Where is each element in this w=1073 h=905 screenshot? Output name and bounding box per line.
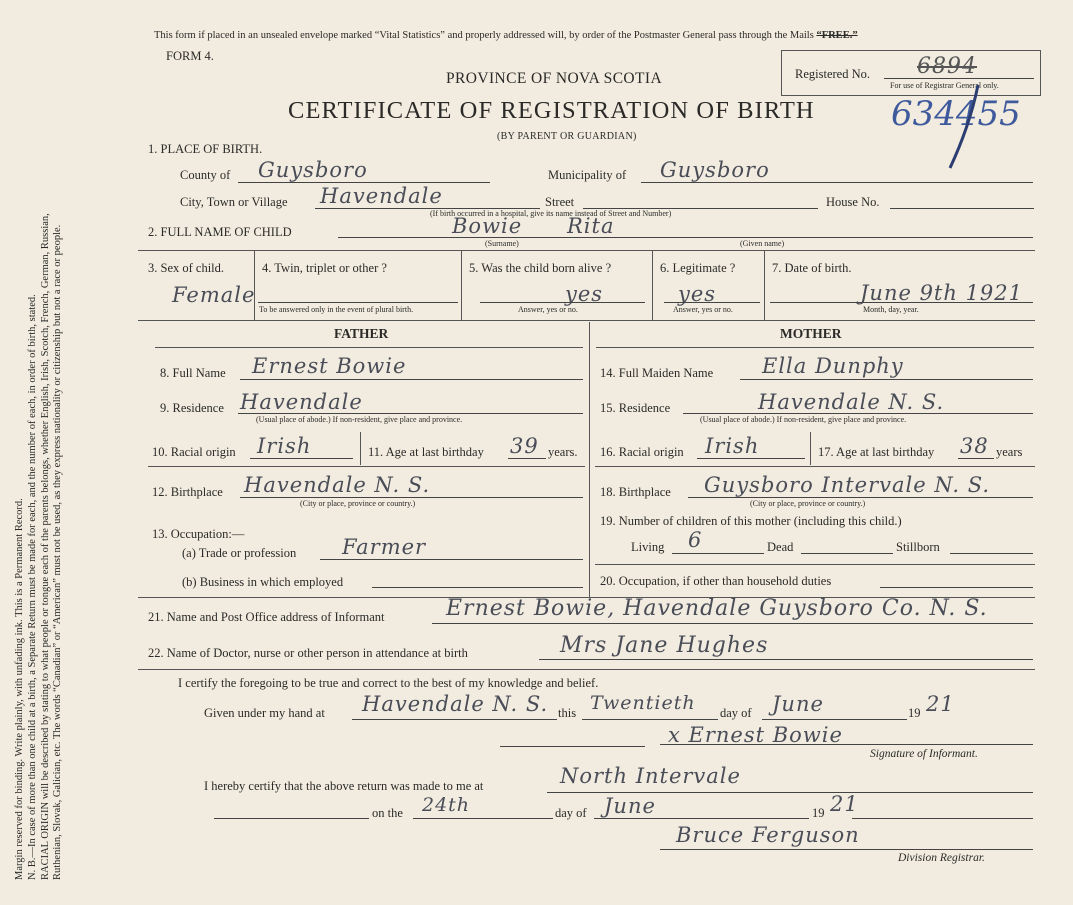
given-year: 21	[926, 692, 955, 716]
doctor-line	[539, 659, 1033, 660]
registered-label: Registered No.	[795, 67, 870, 81]
father-age-label: 11. Age at last birthday	[368, 445, 484, 459]
father-name: Ernest Bowie	[252, 354, 407, 378]
registered-number: 634455	[891, 94, 1021, 134]
house-label: House No.	[826, 195, 880, 209]
informant-value: Ernest Bowie, Havendale Guysboro Co. N. S.	[446, 596, 988, 621]
county-label: County of	[180, 168, 231, 182]
alive-note: Answer, yes or no.	[518, 305, 578, 314]
business-line	[372, 587, 583, 588]
registered-note: For use of Registrar General only.	[890, 81, 999, 90]
row3-divider-2	[461, 250, 462, 320]
mother-age-line	[958, 458, 994, 459]
given-place: Havendale N. S.	[362, 692, 549, 716]
legitimate-value: yes	[678, 282, 717, 306]
page-title: CERTIFICATE OF REGISTRATION OF BIRTH	[288, 97, 815, 124]
center-divider	[589, 322, 590, 597]
registrar-place: North Intervale	[560, 764, 741, 788]
form-number: FORM 4.	[166, 49, 214, 63]
mother-birthplace-note: (City or place, province or country.)	[750, 499, 866, 508]
child-name-label: 2. FULL NAME OF CHILD	[148, 225, 292, 239]
municipality-line	[641, 182, 1033, 183]
registrar-year-prefix: 19	[812, 806, 825, 820]
row3-divider-4	[764, 250, 765, 320]
mother-residence-note: (Usual place of abode.) If non-resident, give place and province.	[700, 415, 907, 424]
registrar-day-line	[413, 818, 553, 819]
birth-date-label: 7. Date of birth.	[772, 261, 852, 275]
mother-residence: Havendale N. S.	[758, 390, 945, 414]
registrar-day: 24th	[422, 794, 471, 816]
mother-age: 38	[960, 434, 989, 458]
side-note-3: RACIAL ORIGIN will be described by stating to what people or tongue each of the parents belongs, whether English, Irish, Scotch, French, German, Russian,	[39, 213, 51, 880]
side-note-2: N. B.—In case of more than one child at a birth, a Separate Return must be made for each, and the number of each, in order of birth, stated.	[26, 294, 38, 880]
mother-years-label: years	[996, 445, 1023, 459]
side-note-1: Margin reserved for binding. Write plainly, with unfading ink. This is a Permanent Record.	[14, 498, 25, 880]
street-label: Street	[545, 195, 575, 209]
child-name-line	[338, 237, 1033, 238]
mother-residence-label: 15. Residence	[600, 401, 671, 415]
municipality-value: Guysboro	[660, 158, 770, 182]
registrar-year: 21	[830, 792, 859, 816]
living-line	[672, 553, 764, 554]
free-stamp: “FREE.”	[816, 30, 858, 41]
father-racial-divider	[360, 432, 361, 465]
pen-stroke-icon	[930, 80, 990, 175]
living-count: 6	[688, 528, 703, 552]
mother-occupation-line	[880, 587, 1033, 588]
postal-notice-text: This form if placed in an unsealed envelope marked “Vital Statistics” and properly addressed will, by order of the Postmaster General pass through the Mails	[154, 30, 817, 41]
given-under-label: Given under my hand at	[204, 706, 325, 720]
father-name-label: 8. Full Name	[160, 366, 226, 380]
stillborn-label: Stillborn	[896, 540, 940, 554]
registrar-text: I hereby certify that the above return was made to me at	[204, 779, 484, 793]
father-residence-label: 9. Residence	[160, 401, 224, 415]
child-surname: Bowie	[452, 214, 523, 238]
informant-line	[432, 623, 1033, 624]
mother-name-label: 14. Full Maiden Name	[600, 366, 714, 380]
side-notes	[14, 10, 65, 880]
father-years-label: years.	[548, 445, 578, 459]
given-day: Twentieth	[590, 692, 696, 714]
father-header-rule	[155, 347, 583, 348]
father-heading: FATHER	[334, 326, 389, 341]
row3-top-rule	[138, 250, 1035, 251]
father-birthplace: Havendale N. S.	[244, 473, 431, 497]
sex-label: 3. Sex of child.	[148, 261, 225, 275]
informant-sig-line	[660, 744, 1033, 745]
registrar-signature: Bruce Ferguson	[676, 823, 860, 847]
registrar-day-of-label: day of	[555, 806, 587, 820]
mother-header-rule	[596, 347, 1034, 348]
father-age-line	[508, 458, 546, 459]
father-section-rule	[148, 466, 585, 467]
mother-racial-label: 16. Racial origin	[600, 445, 684, 459]
given-year-prefix: 19	[908, 706, 921, 720]
birth-date-value: June 9th 1921	[860, 281, 1024, 305]
twin-line	[258, 302, 458, 303]
sex-value: Female	[172, 283, 256, 307]
province-heading: PROVINCE OF NOVA SCOTIA	[446, 70, 663, 87]
registrar-lead-line	[214, 818, 369, 819]
city-label: City, Town or Village	[180, 195, 288, 209]
given-day-line	[582, 719, 718, 720]
mother-birthplace-line	[688, 497, 1033, 498]
children-section-rule	[595, 564, 1035, 565]
mother-occupation-label: 20. Occupation, if other than household duties	[600, 574, 832, 588]
house-line	[890, 208, 1034, 209]
legitimate-label: 6. Legitimate ?	[660, 261, 736, 275]
side-note-4: Ruthenian, Slovak, Galician, etc. The words “Canadian” or “American” must not be used, as they express nationality or citizenship but not a race or people.	[52, 224, 64, 880]
postal-notice	[154, 30, 858, 41]
mother-birthplace: Guysboro Intervale N. S.	[704, 473, 991, 497]
mother-name: Ella Dunphy	[762, 354, 904, 378]
children-count-label: 19. Number of children of this mother (including this child.)	[600, 514, 902, 528]
municipality-label: Municipality of	[548, 168, 627, 182]
registrar-month: June	[604, 794, 656, 818]
father-name-line	[240, 379, 583, 380]
mother-section-rule	[595, 466, 1035, 467]
trade-value: Farmer	[342, 535, 427, 559]
county-value: Guysboro	[258, 158, 368, 182]
child-given-name: Rita	[567, 214, 615, 238]
father-racial-label: 10. Racial origin	[152, 445, 236, 459]
informant-signature-caption: Signature of Informant.	[870, 748, 978, 760]
father-age: 39	[510, 434, 539, 458]
surname-caption: (Surname)	[485, 239, 519, 248]
mother-racial-divider	[810, 432, 811, 465]
father-racial-line	[250, 458, 353, 459]
page-subtitle: (BY PARENT OR GUARDIAN)	[497, 131, 637, 142]
on-the-label: on the	[372, 806, 403, 820]
place-of-birth-heading: 1. PLACE OF BIRTH.	[148, 142, 263, 156]
given-day-of-label: day of	[720, 706, 752, 720]
dead-line	[801, 553, 893, 554]
informant-label: 21. Name and Post Office address of Informant	[148, 610, 385, 624]
informant-signature: x Ernest Bowie	[668, 723, 843, 747]
registrar-signature-line	[660, 849, 1033, 850]
this-label: this	[558, 706, 577, 720]
father-residence: Havendale	[240, 390, 363, 414]
registered-line	[884, 78, 1034, 79]
twin-note: To be answered only in the event of plural birth.	[259, 305, 414, 314]
father-birthplace-label: 12. Birthplace	[152, 485, 223, 499]
city-value: Havendale	[320, 184, 443, 208]
alive-line	[480, 302, 645, 303]
registrar-caption: Division Registrar.	[898, 852, 985, 864]
mother-racial-line	[697, 458, 805, 459]
birth-date-note: Month, day, year.	[863, 305, 919, 314]
certify-text: I certify the foregoing to be true and correct to the best of my knowledge and belief.	[178, 676, 599, 690]
mother-heading: MOTHER	[780, 326, 842, 341]
legitimate-note: Answer, yes or no.	[673, 305, 733, 314]
legitimate-line	[664, 302, 760, 303]
hospital-note: (If birth occurred in a hospital, give its name instead of Street and Number)	[430, 209, 672, 218]
occupation-heading: 13. Occupation:—	[152, 527, 245, 541]
doctor-value: Mrs Jane Hughes	[560, 633, 769, 658]
mother-name-line	[740, 379, 1033, 380]
trade-label: (a) Trade or profession	[182, 546, 297, 560]
living-label: Living	[631, 540, 665, 554]
registrar-month-line	[594, 818, 809, 819]
trade-line	[320, 559, 583, 560]
father-residence-note: (Usual place of abode.) If non-resident, give place and province.	[256, 415, 463, 424]
doctor-label: 22. Name of Doctor, nurse or other person in attendance at birth	[148, 646, 468, 660]
registrar-place-line	[547, 792, 1033, 793]
registered-struck-value: 6894	[917, 54, 977, 79]
alive-label: 5. Was the child born alive ?	[469, 261, 612, 275]
informant-sig-line-left	[500, 746, 645, 747]
mother-racial-origin: Irish	[705, 434, 760, 458]
business-label: (b) Business in which employed	[182, 575, 344, 589]
twin-label: 4. Twin, triplet or other ?	[262, 261, 387, 275]
county-line	[238, 182, 490, 183]
given-month-line	[762, 719, 907, 720]
row3-bottom-rule	[138, 320, 1035, 321]
mother-birthplace-label: 18. Birthplace	[600, 485, 671, 499]
father-racial-origin: Irish	[257, 434, 312, 458]
registrar-year-line	[852, 818, 1033, 819]
mother-age-label: 17. Age at last birthday	[818, 445, 935, 459]
given-place-line	[352, 719, 557, 720]
given-name-caption: (Given name)	[740, 239, 785, 248]
row3-divider-3	[652, 250, 653, 320]
alive-value: yes	[565, 282, 604, 306]
given-month: June	[772, 692, 824, 716]
father-birthplace-note: (City or place, province or country.)	[300, 499, 416, 508]
father-birthplace-line	[240, 497, 583, 498]
dead-label: Dead	[767, 540, 794, 554]
stillborn-line	[950, 553, 1033, 554]
birth-date-line	[770, 302, 1033, 303]
certification-rule	[138, 669, 1035, 670]
